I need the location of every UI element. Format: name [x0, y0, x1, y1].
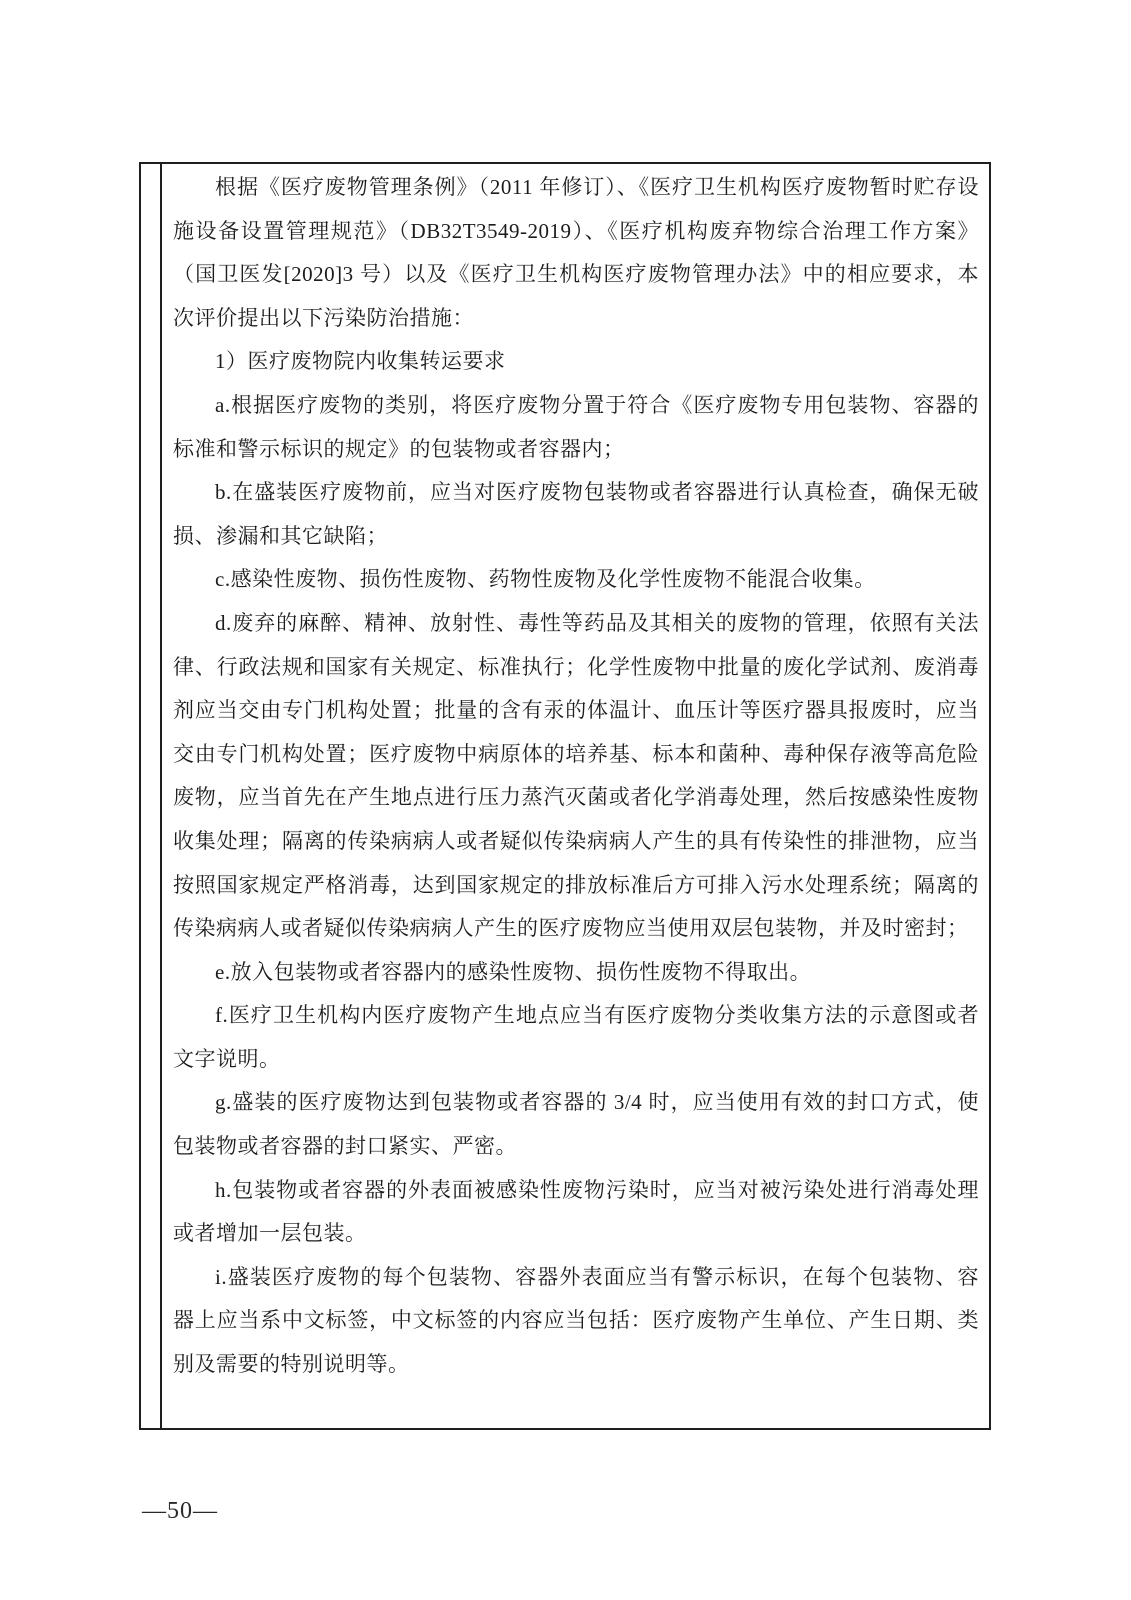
paragraph-item-d: d.废弃的麻醉、精神、放射性、毒性等药品及其相关的废物的管理，依照有关法律、行政法规和国家有关规定、标准执行；化学性废物中批量的废化学试剂、废消毒剂应当交由专门机构处置；批量的含有汞的体温计、血压计等医疗器具报废时，应当交由专门机构处置；医疗废物中病原体的培养基、标本和菌种、毒种保存液等高危险废物，应当首先在产生地点进行压力蒸汽灭菌或者化学消毒处理，然后按感染性废物收集处理；隔离的传染病病人或者疑似传染病病人产生的具有传染性的排泄物，应当按照国家规定严格消毒，达到国家规定的排放标准后方可排入污水处理系统；隔离的传染病病人或者疑似传染病病人产生的医疗废物应当使用双层包装物，并及时密封； — [173, 610, 979, 941]
page-number: —50— — [142, 1498, 218, 1524]
paragraph-item-c: c.感染性废物、损伤性废物、药物性废物及化学性废物不能混合收集。 — [215, 567, 876, 592]
table-left-gutter-column — [141, 164, 162, 1428]
paragraph-heading-1: 1）医疗废物院内收集转运要求 — [215, 349, 506, 374]
document-table-cell — [139, 162, 991, 1430]
paragraph-item-b: b.在盛装医疗废物前，应当对医疗废物包装物或者容器进行认真检查，确保无破损、渗漏和其它缺陷； — [173, 480, 979, 548]
paragraph-item-a: a.根据医疗废物的类别，将医疗废物分置于符合《医疗废物专用包装物、容器的标准和警示标识的规定》的包装物或者容器内； — [173, 392, 979, 461]
paragraph-item-g: g.盛装的医疗废物达到包装物或者容器的 3/4 时，应当使用有效的封口方式，使包装物或者容器的封口紧实、严密。 — [173, 1090, 979, 1159]
document-body-text — [162, 164, 989, 1428]
paragraph-item-h: h.包装物或者容器的外表面被感染性废物污染时，应当对被污染处进行消毒处理或者增加一层包装。 — [173, 1177, 979, 1246]
paragraph-item-i: i.盛装医疗废物的每个包装物、容器外表面应当有警示标识，在每个包装物、容器上应当系中文标签，中文标签的内容应当包括：医疗废物产生单位、产生日期、类别及需要的特别说明等。 — [173, 1264, 979, 1377]
paragraph-item-e: e.放入包装物或者容器内的感染性废物、损伤性废物不得取出。 — [215, 959, 812, 984]
paragraph-item-f: f.医疗卫生机构内医疗废物产生地点应当有医疗废物分类收集方法的示意图或者文字说明。 — [173, 1003, 979, 1071]
paragraph-intro: 根据《医疗废物管理条例》（2011 年修订）、《医疗卫生机构医疗废物暂时贮存设施设备设置管理规范》（DB32T3549-2019）、《医疗机构废弃物综合治理工作方案》（国卫医发[2020]3 号）以及《医疗卫生机构医疗废物管理办法》中的相应要求，本次评价提出以下污染防治措施： — [173, 175, 979, 330]
